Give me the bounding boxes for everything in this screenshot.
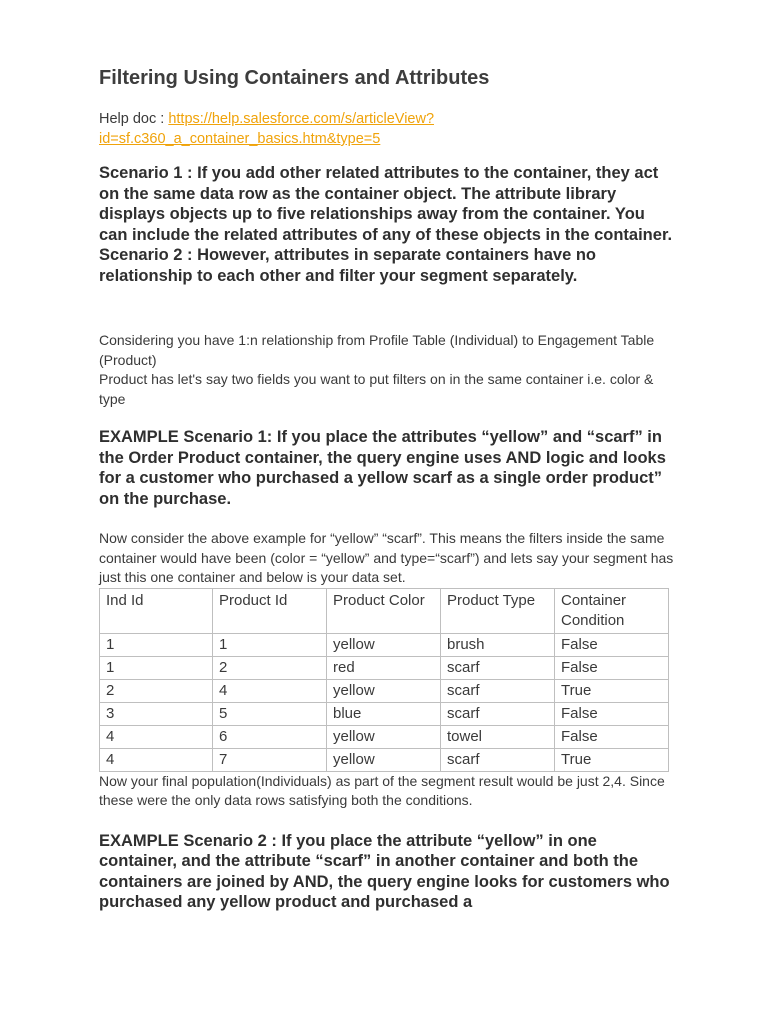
cell: 4 — [100, 725, 213, 748]
cell: scarf — [441, 748, 555, 771]
header-product-type: Product Type — [441, 588, 555, 633]
considering-text-2: Product has let's say two fields you want to put filters on in the same container i.e. color & type — [99, 371, 654, 407]
data-table — [99, 588, 669, 772]
cell: 1 — [100, 656, 213, 679]
cell: False — [555, 702, 669, 725]
table-row — [100, 679, 669, 702]
cell: False — [555, 725, 669, 748]
cell: towel — [441, 725, 555, 748]
header-ind-id: Ind Id — [100, 588, 213, 633]
cell: 1 — [213, 633, 327, 656]
page-title: Filtering Using Containers and Attributes — [99, 67, 490, 89]
cell: yellow — [327, 725, 441, 748]
table-row — [100, 656, 669, 679]
cell: 4 — [213, 679, 327, 702]
cell: 7 — [213, 748, 327, 771]
cell: yellow — [327, 633, 441, 656]
cell: red — [327, 656, 441, 679]
cell: False — [555, 633, 669, 656]
table-header-row — [100, 588, 669, 633]
cell: True — [555, 748, 669, 771]
cell: 5 — [213, 702, 327, 725]
help-doc-link[interactable]: https://help.salesforce.com/s/articleView? id=sf.c360_a_container_basics.htm&type=5 — [99, 111, 435, 147]
table-row — [100, 748, 669, 771]
now-consider-text: Now consider the above example for “yellow” “scarf”. This means the filters inside the same container would have been (color = “yellow” and type=“scarf”) and lets say your segment has just this one container and below is your data set. — [99, 530, 674, 585]
considering-text-1: Considering you have 1:n relationship from Profile Table (Individual) to Engagement Table (Product) — [99, 332, 655, 368]
cell: 2 — [100, 679, 213, 702]
help-doc-label: Help doc : — [99, 111, 169, 127]
header-product-id: Product Id — [213, 588, 327, 633]
cell: scarf — [441, 702, 555, 725]
cell: 1 — [100, 633, 213, 656]
header-container-condition: Container Condition — [555, 588, 669, 633]
cell: yellow — [327, 748, 441, 771]
table-row — [100, 702, 669, 725]
header-product-color: Product Color — [327, 588, 441, 633]
cell: scarf — [441, 679, 555, 702]
cell: brush — [441, 633, 555, 656]
final-population-text: Now your final population(Individuals) as part of the segment result would be just 2,4. Since these were the only data rows satisfying both the conditions. — [99, 772, 665, 808]
table-row — [100, 633, 669, 656]
cell: False — [555, 656, 669, 679]
scenario-1-text: Scenario 1 : If you add other related attributes to the container, they act on the same data row as the container object. The attribute library displays objects up to five relationships away from the container. You can include the related attributes of any of these objects in the container. — [99, 164, 673, 244]
cell: blue — [327, 702, 441, 725]
example-scenario-1: EXAMPLE Scenario 1: If you place the attributes “yellow” and “scarf” in the Order Product container, the query engine uses AND logic and looks for a customer who purchased a yellow scarf as a single order product” on the purchase. — [99, 428, 666, 508]
example-scenario-2: EXAMPLE Scenario 2 : If you place the attribute “yellow” in one container, and the attribute “scarf” in another container and both the containers are joined by AND, the query engine looks for customers who purchased any yellow product and purchased a — [99, 831, 670, 911]
scenario-2-text: Scenario 2 : However, attributes in separate containers have no relationship to each other and filter your segment separately. — [99, 246, 597, 285]
cell: 2 — [213, 656, 327, 679]
cell: scarf — [441, 656, 555, 679]
document-page — [99, 64, 674, 913]
cell: True — [555, 679, 669, 702]
table-row — [100, 725, 669, 748]
cell: yellow — [327, 679, 441, 702]
cell: 6 — [213, 725, 327, 748]
help-doc-line — [99, 109, 674, 149]
cell: 4 — [100, 748, 213, 771]
cell: 3 — [100, 702, 213, 725]
